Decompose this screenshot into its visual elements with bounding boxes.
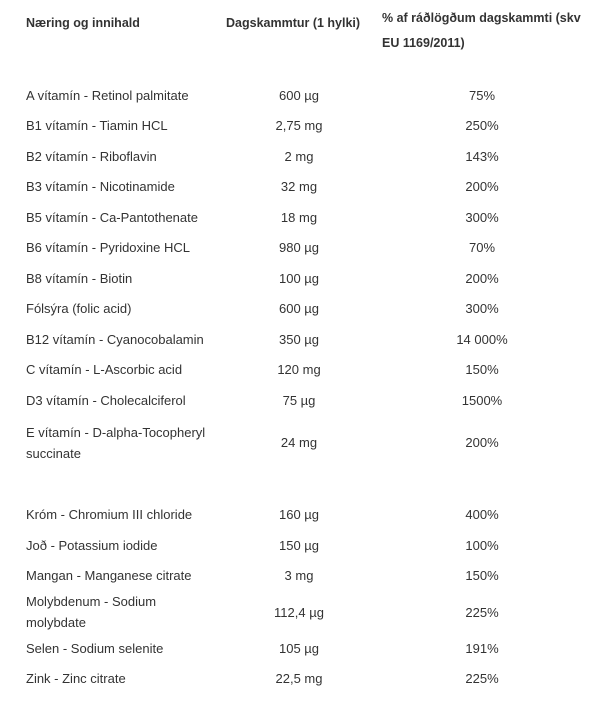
table-row	[0, 172, 602, 203]
table-row	[0, 561, 602, 592]
nutrient-name: Fólsýra (folic acid)	[26, 301, 132, 317]
table-row	[0, 263, 602, 294]
daily-dose-value: 75 µg	[282, 392, 316, 408]
nutrient-name: A vítamín - Retinol palmitate	[26, 87, 189, 103]
percent-daily-value: 14 000%	[456, 331, 508, 347]
daily-dose-value: 112,4 µg	[274, 604, 324, 620]
daily-dose-value: 120 mg	[277, 362, 321, 378]
table-row	[0, 111, 602, 142]
table-row	[0, 664, 602, 695]
percent-daily-value: 150%	[465, 362, 499, 378]
nutrient-name: Mangan - Manganese citrate	[26, 568, 192, 584]
percent-daily-value: 200%	[465, 435, 499, 450]
nutrient-name: B8 vítamín - Biotin	[26, 270, 133, 286]
nutrient-name: E vítamín - D-alpha-Tocopheryl succinate	[26, 424, 206, 461]
table-row	[0, 416, 602, 470]
table-row	[0, 202, 602, 233]
table-row	[0, 500, 602, 531]
percent-daily-value: 300%	[465, 209, 499, 225]
table-row	[0, 141, 602, 172]
percent-daily-value: 75%	[468, 87, 496, 103]
daily-dose-value: 600 µg	[278, 87, 320, 103]
nutrient-name: Zink - Zinc citrate	[26, 671, 126, 687]
daily-dose-value: 3 mg	[284, 568, 314, 584]
nutrient-name: B1 vítamín - Tiamin HCL	[26, 118, 168, 134]
table-row	[0, 633, 602, 664]
table-row	[0, 324, 602, 355]
nutrient-name: B3 vítamín - Nicotinamide	[26, 179, 175, 195]
percent-daily-value: 225%	[465, 604, 499, 620]
nutrient-name: B2 vítamín - Riboflavin	[26, 148, 157, 164]
daily-dose-value: 2,75 mg	[275, 118, 323, 134]
percent-daily-value: 70%	[468, 240, 496, 256]
percent-daily-value: 1500%	[461, 392, 503, 408]
percent-daily-value: 250%	[465, 118, 499, 134]
table-row	[0, 355, 602, 386]
percent-daily-value: 100%	[465, 537, 499, 553]
percent-daily-value: 200%	[465, 179, 499, 195]
table-row	[0, 233, 602, 264]
table-row	[0, 385, 602, 416]
nutrient-name: Króm - Chromium III chloride	[26, 507, 193, 523]
header-percent-daily-value: % af ráðlögðum dagskammti (skv EU 1169/2011)	[382, 11, 581, 50]
nutrient-name: B5 vítamín - Ca-Pantothenate	[26, 209, 198, 225]
daily-dose-value: 980 µg	[278, 240, 320, 256]
header-row	[0, 0, 602, 80]
percent-daily-value: 150%	[465, 568, 499, 584]
minerals-section	[0, 500, 602, 695]
nutrient-name: Selen - Sodium selenite	[26, 640, 164, 656]
daily-dose-value: 22,5 mg	[275, 671, 323, 687]
percent-daily-value: 143%	[465, 148, 499, 164]
percent-daily-value: 191%	[465, 640, 499, 656]
daily-dose-value: 2 mg	[284, 148, 314, 164]
daily-dose-value: 150 µg	[278, 537, 320, 553]
daily-dose-value: 160 µg	[278, 507, 320, 523]
daily-dose-value: 350 µg	[278, 331, 320, 347]
vitamins-section	[0, 80, 602, 470]
percent-daily-value: 300%	[465, 301, 499, 317]
table-row	[0, 530, 602, 561]
nutrient-name: D3 vítamín - Cholecalciferol	[26, 392, 186, 408]
daily-dose-value: 32 mg	[280, 179, 318, 195]
table-row	[0, 80, 602, 111]
table-row	[0, 591, 602, 633]
percent-daily-value: 400%	[465, 507, 499, 523]
table-row	[0, 294, 602, 325]
daily-dose-value: 105 µg	[278, 640, 320, 656]
header-nutrient: Næring og innihald	[26, 16, 140, 30]
header-daily-dose: Dagskammtur (1 hylki)	[226, 16, 361, 30]
daily-dose-value: 18 mg	[280, 209, 318, 225]
percent-daily-value: 225%	[465, 671, 499, 687]
daily-dose-value: 24 mg	[280, 435, 318, 450]
nutrient-name: Joð - Potassium iodide	[26, 537, 158, 553]
nutrient-name: B6 vítamín - Pyridoxine HCL	[26, 240, 191, 256]
section-spacer	[0, 470, 602, 500]
daily-dose-value: 600 µg	[278, 301, 320, 317]
daily-dose-value: 100 µg	[278, 270, 320, 286]
nutrient-name: B12 vítamín - Cyanocobalamin	[26, 331, 204, 347]
percent-daily-value: 200%	[465, 270, 499, 286]
nutrient-name: Molybdenum - Sodium molybdate	[26, 594, 157, 630]
nutrient-name: C vítamín - L-Ascorbic acid	[26, 362, 183, 378]
